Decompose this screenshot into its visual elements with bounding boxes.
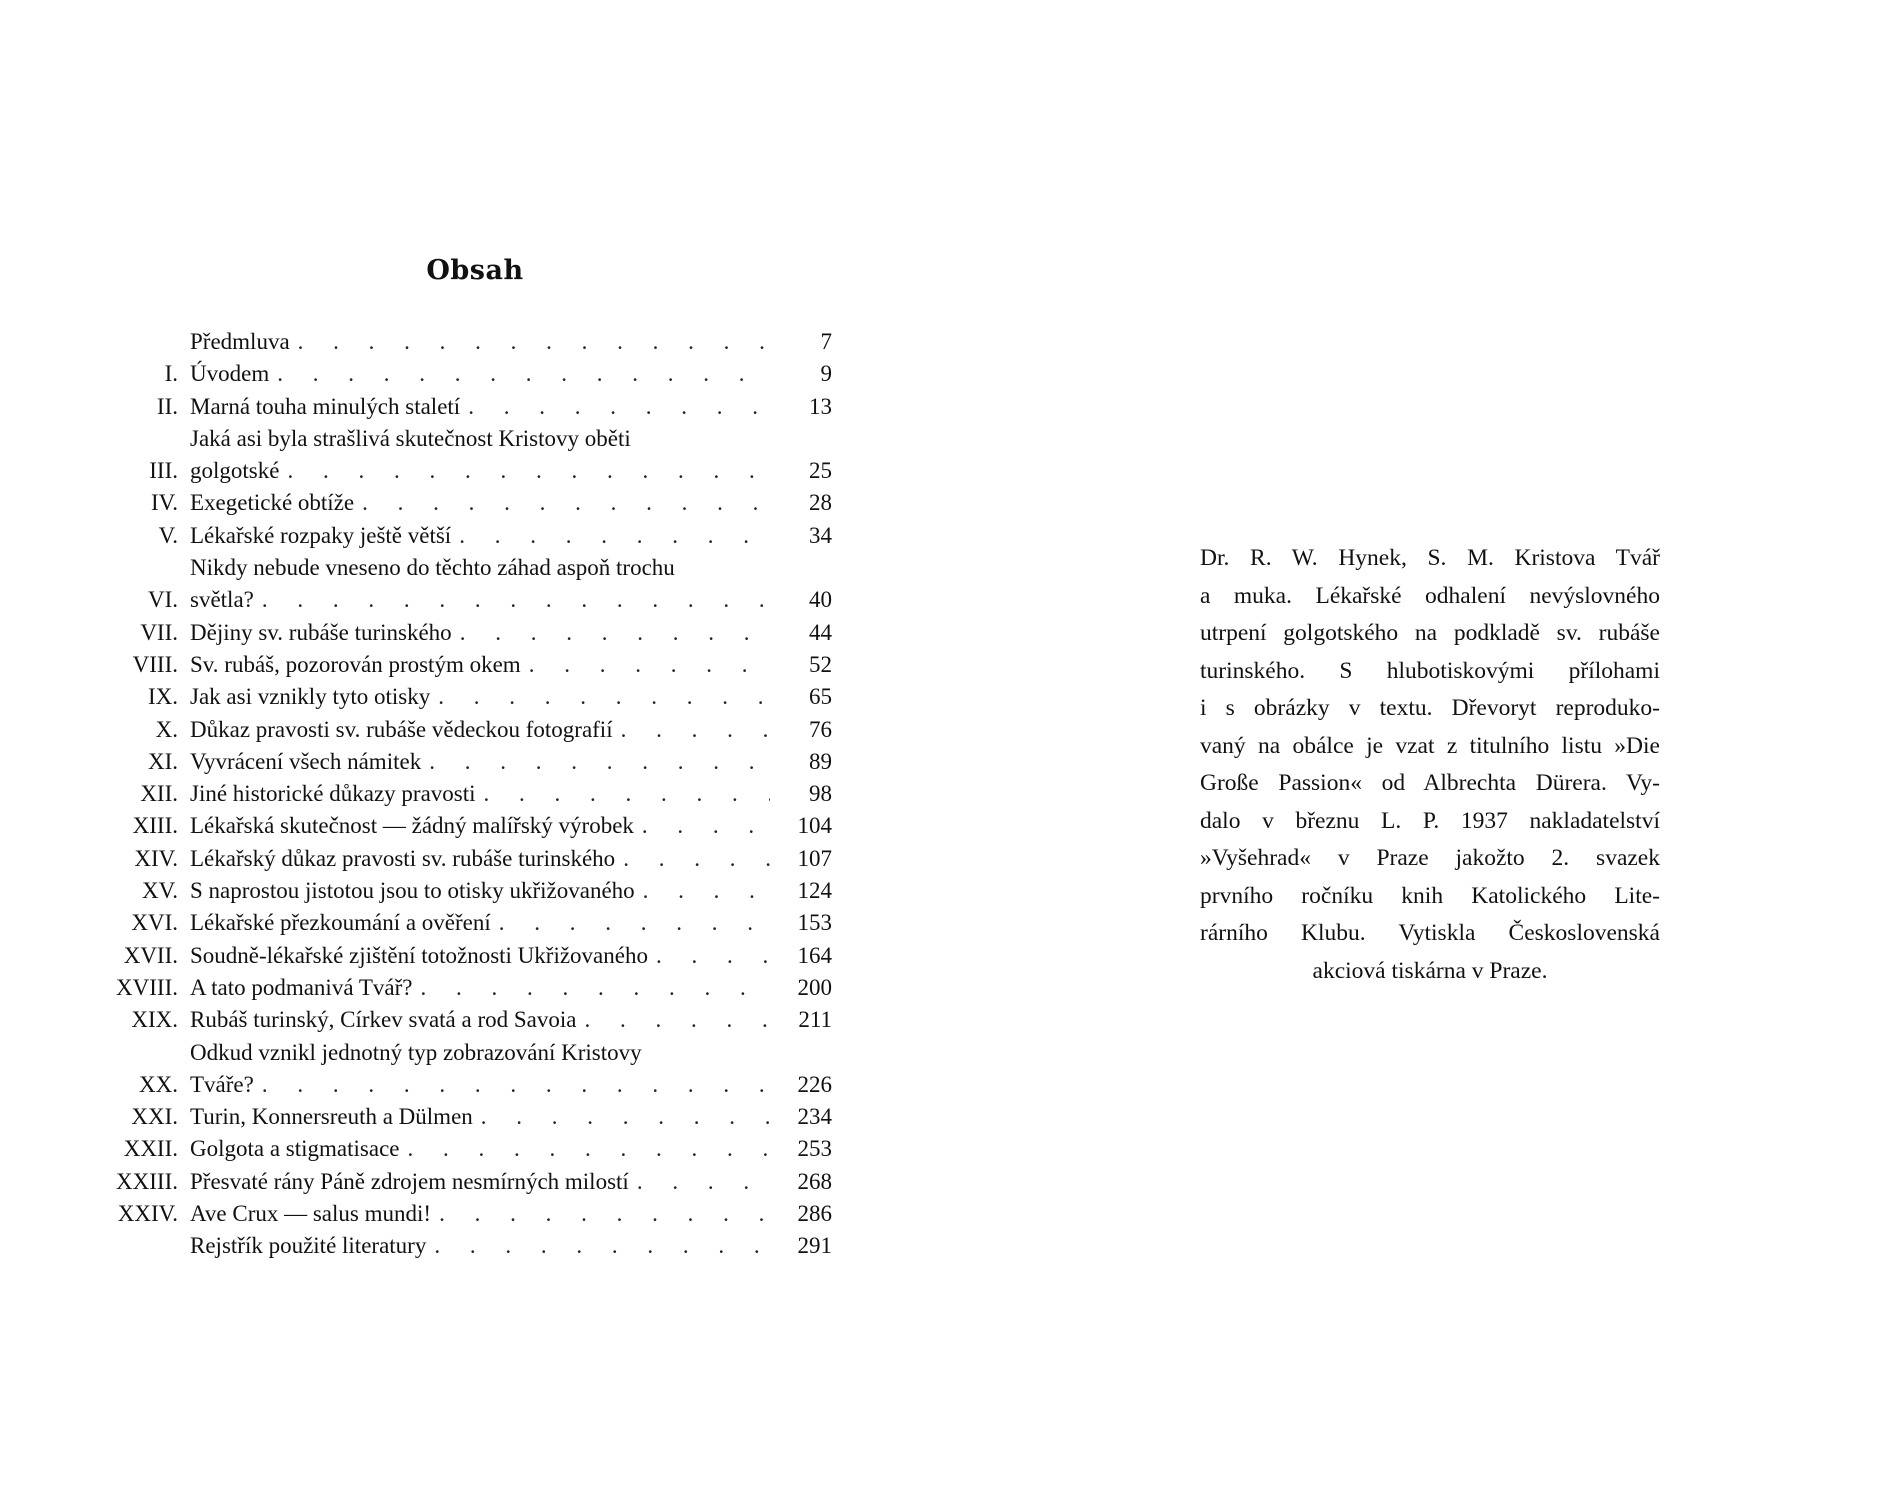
toc-entry-number: II.	[156, 393, 178, 419]
toc-entry	[90, 423, 860, 488]
toc-entry-number: XXIII.	[116, 1168, 178, 1194]
toc-title: Obsah	[426, 255, 524, 286]
toc-entry-page-number: 153	[797, 910, 832, 936]
toc-entry-title	[190, 714, 770, 746]
toc-entry-title	[190, 326, 770, 358]
toc-entry-title	[190, 649, 770, 681]
toc-entry-title	[190, 391, 770, 423]
dot-leader	[290, 326, 770, 358]
toc-entry-title-line: Jak asi vznikly tyto otisky	[190, 684, 431, 710]
dot-leader	[629, 1166, 770, 1198]
toc-entry-page-number: 65	[809, 684, 832, 710]
toc-entry	[90, 810, 860, 842]
toc-entry-title-line: Lékařský důkaz pravosti sv. rubáše turinského	[190, 845, 616, 871]
toc-entry	[90, 1230, 860, 1262]
toc-entry-title	[190, 1133, 770, 1165]
toc-entry-title-line: Lékařská skutečnost — žádný malířský výrobek	[190, 813, 634, 839]
toc-entry-page-number: 13	[809, 393, 832, 419]
toc-entry-title	[190, 746, 770, 778]
colophon-line: vaný na obálce je vzat z titulního listu »Die	[1200, 732, 1660, 759]
toc-entry-title-line: Jiné historické důkazy pravosti	[190, 781, 476, 807]
toc-entry-number: XXI.	[131, 1104, 178, 1130]
toc-entry-number: XIII.	[132, 813, 178, 839]
toc-entry-page-number: 164	[797, 942, 832, 968]
dot-leader	[426, 1230, 770, 1262]
dot-leader	[254, 1069, 770, 1101]
dot-leader	[269, 358, 770, 390]
toc-entry-title	[190, 520, 770, 552]
toc-entry-number: XXIV.	[117, 1201, 178, 1227]
toc-entry	[90, 907, 860, 939]
toc-entry-title	[190, 810, 770, 842]
toc-entry-page-number: 268	[797, 1168, 832, 1194]
toc-entry-page-number: 52	[809, 651, 832, 677]
toc-entry-number: XV.	[141, 878, 178, 904]
toc-entry-page-number: 89	[809, 748, 832, 774]
toc-entry-title-line: Dějiny sv. rubáše turinského	[190, 619, 452, 645]
toc-entry-number: XXII.	[123, 1136, 178, 1162]
toc-entry-number: IX.	[147, 684, 178, 710]
colophon-line: Große Passion« od Albrechta Dürera. Vy-	[1200, 770, 1660, 796]
toc-entry-title	[190, 1198, 770, 1230]
toc-entry-page-number: 226	[797, 1071, 832, 1097]
toc-entry-number: XIX.	[131, 1007, 178, 1033]
toc-entry	[90, 649, 860, 681]
toc-entry-number: XX.	[139, 1071, 178, 1097]
dot-leader	[452, 617, 770, 649]
dot-leader	[254, 584, 770, 616]
toc-entry	[90, 1198, 860, 1230]
toc-entry-page-number: 76	[809, 716, 832, 742]
toc-entry-title-line: Rejstřík použité literatury	[190, 1233, 427, 1259]
colophon-line: prvního ročníku knih Katolického Lite-	[1200, 882, 1660, 909]
toc-entry	[90, 391, 860, 423]
toc-entry-title	[190, 681, 770, 713]
toc-entry	[90, 552, 860, 617]
toc-entry-title-line: Důkaz pravosti sv. rubáše vědeckou fotografií	[190, 716, 613, 742]
toc-entry-title-line: Ave Crux — salus mundi!	[190, 1201, 432, 1227]
toc-entry-title	[190, 617, 770, 649]
toc-entry-title-line: Turin, Konnersreuth a Dülmen	[190, 1104, 473, 1130]
colophon-line: a muka. Lékařské odhalení nevýslovného	[1200, 582, 1660, 609]
toc-entry-number: XVI.	[131, 910, 178, 936]
toc-entry-title	[190, 1101, 770, 1133]
toc-entry-number: VI.	[147, 587, 178, 613]
toc-entry-title-line: S naprostou jistotou jsou to otisky ukřižovaného	[190, 878, 635, 904]
dot-leader	[460, 391, 770, 423]
toc-entry-number: III.	[149, 458, 178, 484]
toc-entry-title-line: golgotské	[190, 458, 280, 484]
colophon-line: akciová tiskárna v Praze.	[1312, 957, 1548, 984]
toc-entry-title	[190, 1004, 770, 1036]
toc-entry-title	[190, 1166, 770, 1198]
dot-leader	[476, 778, 770, 810]
dot-leader	[613, 714, 770, 746]
toc-entry-title-line: Sv. rubáš, pozorován prostým okem	[190, 651, 521, 677]
toc-entry-number: IV.	[150, 490, 178, 516]
toc-entry-number: XI.	[147, 748, 178, 774]
toc-entry-title	[190, 1230, 770, 1262]
toc-entry-title-line: Nikdy nebude vneseno do těchto záhad aspoň trochu	[190, 555, 675, 581]
toc-entry-page-number: 211	[798, 1007, 832, 1033]
toc-entry	[90, 1101, 860, 1133]
toc-entry	[90, 1004, 860, 1036]
toc-entry-title-line: Odkud vznikl jednotný typ zobrazování Kristovy	[190, 1039, 642, 1065]
colophon-line: turinského. S hlubotiskovými přílohami	[1200, 657, 1660, 684]
toc-entry-title-line: Tváře?	[190, 1071, 254, 1097]
dot-leader	[451, 520, 770, 552]
colophon-line: dalo v březnu L. P. 1937 nakladatelství	[1200, 807, 1660, 834]
toc-entry-page-number: 291	[797, 1233, 832, 1259]
dot-leader	[634, 810, 770, 842]
colophon-line: Dr. R. W. Hynek, S. M. Kristova Tvář	[1200, 545, 1660, 571]
colophon-line: rárního Klubu. Vytiskla Československá	[1200, 920, 1660, 946]
colophon-line: utrpení golgotského na podkladě sv. rubáše	[1200, 620, 1660, 646]
toc-entry-title-line: Golgota a stigmatisace	[190, 1136, 400, 1162]
toc-entry	[90, 875, 860, 907]
toc-entry	[90, 746, 860, 778]
toc-entry-page-number: 28	[809, 490, 832, 516]
toc-entry-number: XVII.	[123, 942, 178, 968]
toc-entry-page-number: 25	[809, 458, 832, 484]
toc-entry-page-number: 40	[809, 587, 832, 613]
toc-entry-title	[190, 552, 770, 617]
toc-entry-page-number: 200	[797, 974, 832, 1000]
toc-entry-title-line: Jaká asi byla strašlivá skutečnost Kristovy oběti	[190, 425, 631, 451]
toc-entry	[90, 487, 860, 519]
dot-leader	[430, 681, 770, 713]
toc-entry-page-number: 107	[797, 845, 832, 871]
toc-entry-title	[190, 972, 770, 1004]
dot-leader	[279, 455, 770, 487]
dot-leader	[521, 649, 770, 681]
dot-leader	[400, 1133, 771, 1165]
toc-entry	[90, 940, 860, 972]
toc-entry-page-number: 98	[809, 781, 832, 807]
dot-leader	[576, 1004, 770, 1036]
toc-entry-page-number: 286	[797, 1201, 832, 1227]
toc-entry	[90, 520, 860, 552]
colophon	[1200, 540, 1660, 990]
toc-entry-page-number: 253	[797, 1136, 832, 1162]
toc-entry-page-number: 44	[809, 619, 832, 645]
toc-entry-page-number: 124	[797, 878, 832, 904]
toc-entry-title	[190, 358, 770, 390]
toc-entry	[90, 778, 860, 810]
toc-entry-title-line: Vyvrácení všech námitek	[190, 748, 422, 774]
toc-entry-number: X.	[155, 716, 178, 742]
toc-entry	[90, 1037, 860, 1102]
toc-entry	[90, 617, 860, 649]
toc-entry	[90, 1133, 860, 1165]
toc-entry-title	[190, 1037, 770, 1102]
toc-entry-title-line: Soudně-lékařské zjištění totožnosti Ukřižovaného	[190, 942, 648, 968]
toc-entry-title-line: Úvodem	[190, 361, 270, 387]
toc-entry	[90, 681, 860, 713]
toc-entry-number: V.	[158, 522, 178, 548]
toc-entry-title	[190, 940, 770, 972]
toc-entry-title-line: Lékařské přezkoumání a ověření	[190, 910, 491, 936]
dot-leader	[491, 907, 770, 939]
toc-entry-title-line: Přesvaté rány Páně zdrojem nesmírných milostí	[190, 1168, 629, 1194]
toc-entry	[90, 358, 860, 390]
toc-entry-title-line: Předmluva	[190, 329, 290, 354]
toc-entry-title-line: A tato podmanivá Tvář?	[190, 974, 413, 1000]
toc-entry-page-number: 9	[820, 361, 832, 387]
toc-entry-page-number: 104	[797, 813, 832, 839]
toc-entry-title-line: Rubáš turinský, Církev svatá a rod Savoia	[190, 1007, 577, 1033]
dot-leader	[648, 940, 770, 972]
dot-leader	[413, 972, 771, 1004]
dot-leader	[473, 1101, 770, 1133]
toc-entry-number: XII.	[140, 781, 178, 807]
toc-entry	[90, 1166, 860, 1198]
toc-entry-title	[190, 778, 770, 810]
toc-entry-title	[190, 423, 770, 488]
dot-leader	[635, 875, 770, 907]
toc-entry-title-line: Marná touha minulých staletí	[190, 393, 461, 419]
toc-entry-title	[190, 487, 770, 519]
toc-entry-title-line: Lékařské rozpaky ještě větší	[190, 522, 452, 548]
toc-entry	[90, 843, 860, 875]
dot-leader	[354, 487, 770, 519]
toc-entry-title	[190, 843, 770, 875]
toc-list	[90, 326, 860, 1263]
toc-entry	[90, 714, 860, 746]
toc-entry-title-line: světla?	[190, 587, 254, 613]
colophon-line: »Vyšehrad« v Praze jakožto 2. svazek	[1200, 845, 1660, 871]
toc-entry-number: VIII.	[132, 651, 178, 677]
toc-entry-title	[190, 907, 770, 939]
toc-entry-page-number: 234	[797, 1104, 832, 1130]
dot-leader	[421, 746, 770, 778]
toc-entry-number: XVIII.	[116, 974, 178, 1000]
dot-leader	[615, 843, 770, 875]
toc-entry-title	[190, 875, 770, 907]
toc-entry-number: XIV.	[134, 845, 178, 871]
toc-entry-number: I.	[164, 361, 178, 387]
toc-entry	[90, 326, 860, 358]
dot-leader	[431, 1198, 770, 1230]
toc-entry-page-number: 7	[820, 329, 832, 354]
toc-entry-title-line: Exegetické obtíže	[190, 490, 355, 516]
toc-entry-number: VII.	[140, 619, 178, 645]
toc-entry	[90, 972, 860, 1004]
toc-entry-page-number: 34	[809, 522, 832, 548]
colophon-line: i s obrázky v textu. Dřevoryt reproduko-	[1200, 695, 1660, 721]
